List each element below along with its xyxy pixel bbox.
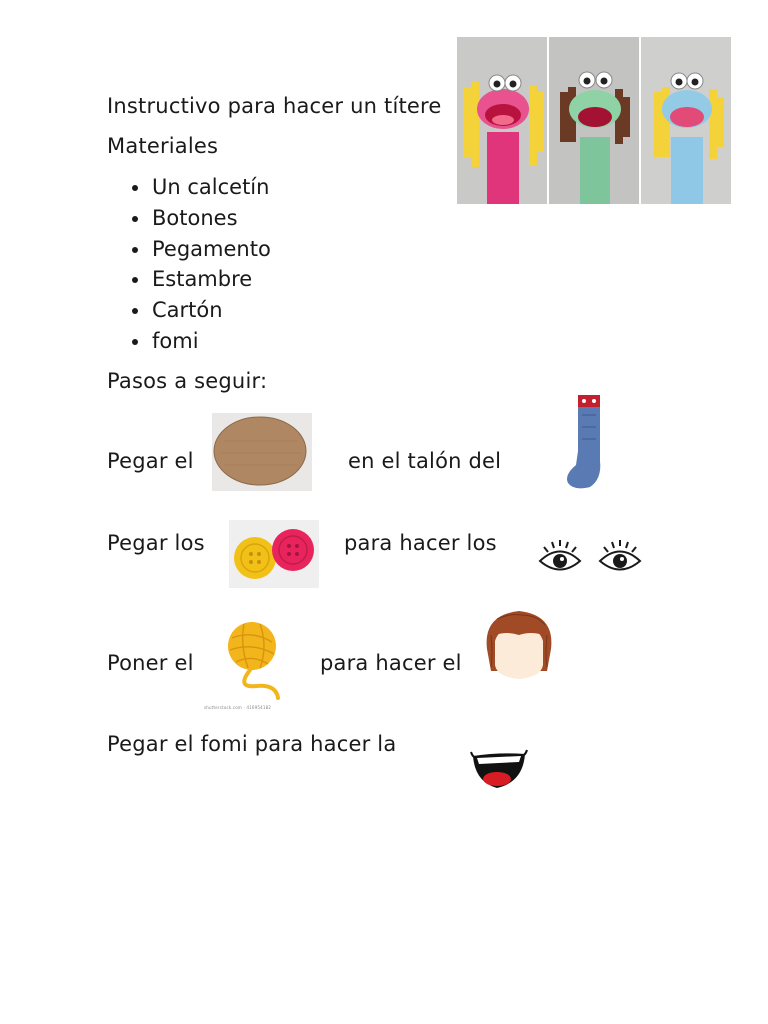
step1-text-before: Pegar el: [107, 449, 194, 473]
hair-image: [481, 605, 557, 685]
step3-text-before: Poner el: [107, 651, 194, 675]
materials-list: [130, 172, 271, 357]
step1-text-after: en el talón del: [348, 449, 502, 473]
buttons-image: [229, 520, 319, 588]
eyes-image: [530, 534, 650, 584]
sock-image: [560, 391, 616, 493]
yarn-caption: shutterstock.com · 416954182: [204, 705, 272, 710]
cardboard-image: [212, 413, 312, 491]
list-item: Botones: [130, 203, 271, 234]
mouth-image: [467, 742, 531, 794]
step2-text-before: Pegar los: [107, 531, 205, 555]
materials-heading: Materiales: [107, 134, 219, 158]
list-item: fomi: [130, 326, 271, 357]
steps-heading: Pasos a seguir:: [107, 369, 268, 393]
list-item: Estambre: [130, 264, 271, 295]
sock-puppets-photo: [457, 37, 731, 204]
step2-text-after: para hacer los: [344, 531, 497, 555]
step3-text-after: para hacer el: [320, 651, 462, 675]
list-item: Un calcetín: [130, 172, 271, 203]
yarn-image: [200, 612, 310, 712]
list-item: Pegamento: [130, 234, 271, 265]
list-item: Cartón: [130, 295, 271, 326]
step4-text: Pegar el fomi para hacer la: [107, 732, 397, 756]
page-title: Instructivo para hacer un títere: [107, 94, 442, 118]
